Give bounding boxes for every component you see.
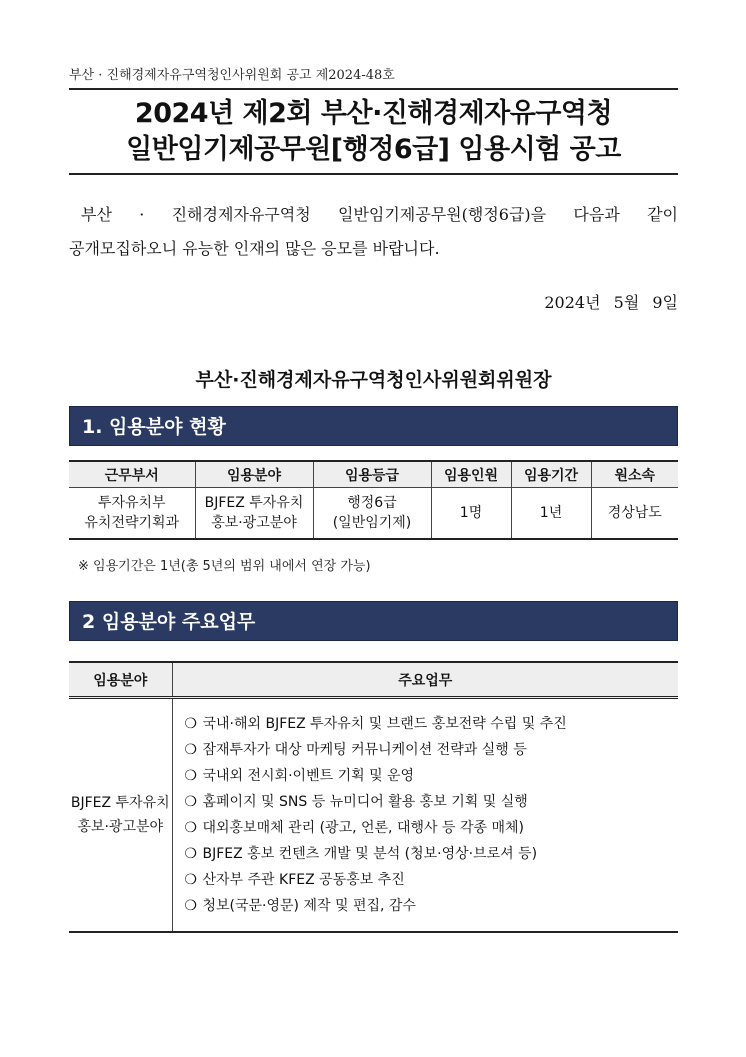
duty-text: 잠재투자가 대상 마케팅 커뮤니케이션 전략과 실행 등 <box>202 742 527 758</box>
title-line-2: 일반임기제공무원[행정6급] 임용시험 공고 <box>126 134 621 165</box>
circle-bullet-icon: ❍ <box>184 846 198 862</box>
duty-text: BJFEZ 홍보 컨텐츠 개발 및 분석 (청보·영상·브로셔 등) <box>202 846 538 862</box>
duty-text: 대외홍보매체 관리 (광고, 언론, 대행사 등 각종 매체) <box>202 820 524 836</box>
list-item <box>185 841 679 867</box>
circle-bullet-icon: ❍ <box>184 898 198 914</box>
intro-line-2: 공개모집하오니 유능한 인재의 많은 응모를 바랍니다. <box>69 239 440 258</box>
duty-text: 청보(국문·영문) 제작 및 편집, 감수 <box>202 898 416 914</box>
title-line-1: 2024년 제2회 부산·진해경제자유구역청 <box>134 98 613 129</box>
list-item <box>185 815 679 841</box>
duty-text: 국내외 전시회·이벤트 기획 및 운영 <box>202 768 415 784</box>
recruitment-status-table <box>69 460 678 540</box>
list-item <box>185 893 679 919</box>
col-header-dept: 근무부서 <box>69 461 195 488</box>
cell-dept-line-2: 유치전략기획과 <box>84 515 180 531</box>
col-header-count: 임용인원 <box>431 461 511 488</box>
cell-dept <box>69 488 195 540</box>
cell-field-line-1: BJFEZ 투자유치 <box>204 495 304 511</box>
table-row <box>69 698 678 933</box>
list-item <box>185 789 679 815</box>
list-item <box>185 737 679 763</box>
cell-field-line-1: BJFEZ 투자유치 <box>70 795 170 811</box>
intro-line-1: 부산 · 진해경제자유구역청 일반임기제공무원(행정6급)을 다음과 같이 <box>81 205 678 224</box>
circle-bullet-icon: ❍ <box>184 716 198 732</box>
section-2-header: 2 임용분야 주요업무 <box>69 601 678 641</box>
cell-period: 1년 <box>511 488 591 540</box>
list-item <box>185 763 679 789</box>
cell-dept-line-1: 투자유치부 <box>97 495 166 511</box>
table-header-row <box>69 461 678 488</box>
cell-grade-line-2: (일반임기제) <box>332 515 412 531</box>
section-1-header: 1. 임용분야 현황 <box>69 406 678 446</box>
cell-count: 1명 <box>431 488 511 540</box>
table-header-row <box>69 662 678 698</box>
col-header-origin: 원소속 <box>591 461 678 488</box>
list-item <box>185 867 679 893</box>
cell-origin: 경상남도 <box>591 488 678 540</box>
cell-duties <box>172 698 678 933</box>
circle-bullet-icon: ❍ <box>184 768 198 784</box>
period-note: ※ 임용기간은 1년(총 5년의 범위 내에서 연장 가능) <box>78 559 371 574</box>
list-item <box>185 711 679 737</box>
duties-list <box>173 699 679 931</box>
duty-text: 산자부 주관 KFEZ 공동홍보 추진 <box>202 872 405 888</box>
cell-field-line-2: 홍보·광고분야 <box>77 819 164 835</box>
circle-bullet-icon: ❍ <box>184 742 198 758</box>
cell-field <box>195 488 313 540</box>
col-header-field: 임용분야 <box>69 662 172 698</box>
title-bottom-rule <box>69 173 678 175</box>
cell-grade <box>313 488 431 540</box>
intro-paragraph <box>69 198 678 266</box>
cell-field <box>69 698 172 933</box>
page-title <box>69 96 678 168</box>
duty-text: 국내·해외 BJFEZ 투자유치 및 브랜드 홍보전략 수립 및 추진 <box>202 716 567 732</box>
col-header-period: 임용기간 <box>511 461 591 488</box>
duty-text: 홈페이지 및 SNS 등 뉴미디어 활용 홍보 기획 및 실행 <box>202 794 528 810</box>
notice-date: 2024년 5월 9일 <box>544 293 678 312</box>
circle-bullet-icon: ❍ <box>184 872 198 888</box>
col-header-field: 임용분야 <box>195 461 313 488</box>
col-header-grade: 임용등급 <box>313 461 431 488</box>
notice-number: 부산 · 진해경제자유구역청인사위원회 공고 제2024-48호 <box>69 68 395 83</box>
cell-grade-line-1: 행정6급 <box>347 495 397 511</box>
cell-field-line-2: 홍보·광고분야 <box>211 515 297 531</box>
main-duties-table <box>69 661 678 933</box>
signer-title: 부산·진해경제자유구역청인사위원회위원장 <box>195 369 552 391</box>
table-row <box>69 488 678 540</box>
col-header-duties: 주요업무 <box>172 662 678 698</box>
circle-bullet-icon: ❍ <box>184 794 198 810</box>
title-top-rule <box>69 88 678 90</box>
circle-bullet-icon: ❍ <box>184 820 198 836</box>
